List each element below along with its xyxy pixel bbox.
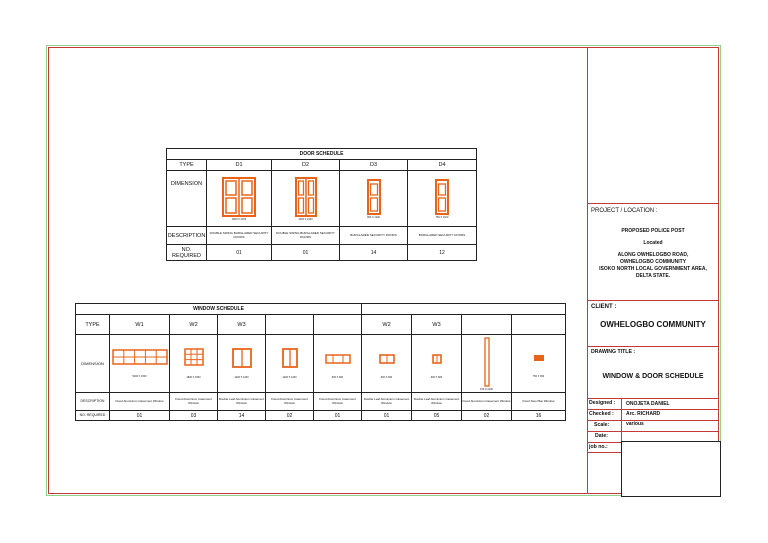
drawing-title: WINDOW & DOOR SCHEDULE	[602, 373, 704, 380]
window-7-description: Double Leaf Aluminium Casement Window	[412, 393, 462, 411]
window-6-description: Double Leaf Aluminium Casement Window	[362, 393, 412, 411]
project-location-label: PROJECT / LOCATION :	[591, 208, 658, 214]
window-type-2: W2	[170, 315, 218, 335]
window-type-label: TYPE	[76, 315, 110, 335]
window-4-required: 02	[266, 411, 314, 421]
window-1-size: 5400 X 1500	[132, 375, 147, 378]
window-w1-icon	[112, 349, 168, 365]
window-8-required: 02	[462, 411, 512, 421]
address-line-1: ALONG OWHELOGBO ROAD,	[617, 252, 689, 258]
window-2-cell	[170, 335, 218, 393]
door-type-d2: D2	[272, 160, 340, 171]
window-type-6: W2	[362, 315, 412, 335]
window-schedule-title: WINDOW SCHEDULE	[76, 304, 362, 315]
window-8-size: 150 X 2100	[480, 387, 493, 391]
door-schedule-title: DOOR SCHEDULE	[167, 149, 477, 160]
window-type-5	[314, 315, 362, 335]
door-d4-size: 750 X 2100	[435, 215, 449, 219]
window-6-cell	[362, 335, 412, 393]
window-3-description: Double Leaf Aluminium Casement Window	[218, 393, 266, 411]
window-type-3: W3	[218, 315, 266, 335]
job-no-label: job no.:	[589, 444, 608, 450]
checked-label: Checked :	[589, 411, 614, 417]
door-d1-description: DOUBLE SWING BURGLARED SECURITY DOORS	[207, 227, 272, 245]
window-7-cell	[412, 335, 462, 393]
window-5-size: 600 X 600	[331, 376, 344, 379]
date-label: Date:	[595, 433, 608, 439]
door-d2-description: DOUBLE SWING BURGLARED SECURITY DOORS	[272, 227, 340, 245]
project-located: Located	[643, 240, 663, 246]
window-required-label: NO. REQUIRED	[76, 411, 110, 421]
window-9-required: 16	[512, 411, 566, 421]
window-2-size: 1800 X 1500	[186, 376, 201, 379]
project-name: PROPOSED POLICE POST	[621, 228, 685, 234]
window-6-size: 600 X 600	[380, 376, 393, 379]
window-icon	[379, 354, 395, 364]
door-d2-required: 01	[272, 245, 340, 261]
window-7-size: 600 X 600	[430, 376, 443, 379]
window-9-cell	[512, 335, 566, 393]
window-type-9	[512, 315, 566, 335]
window-4-cell	[266, 335, 314, 393]
door-d2-size: 1200 X 2100	[298, 217, 313, 221]
door-d3-description: BURGLARED SECURITY DOORS	[340, 227, 408, 245]
window-3-size: 1200 X 1200	[234, 376, 249, 379]
window-type-8	[462, 315, 512, 335]
window-type-1: W1	[110, 315, 170, 335]
door-d1-cell	[207, 171, 272, 227]
scale-value: various	[626, 421, 644, 427]
single-door-icon	[367, 179, 381, 215]
window-w3-icon	[232, 348, 252, 368]
door-dimension-label: DIMENSION	[167, 171, 207, 227]
window-schedule-table	[75, 303, 566, 421]
door-type-d1: D1	[207, 160, 272, 171]
window-type-4	[266, 315, 314, 335]
window-icon	[325, 354, 351, 364]
door-d2-cell	[272, 171, 340, 227]
double-door-icon	[222, 177, 256, 217]
window-type-7: W3	[412, 315, 462, 335]
window-icon	[282, 348, 298, 368]
door-d1-size: 1800 X 2100	[231, 217, 247, 221]
window-dimension-label: DIMENSION	[76, 335, 110, 393]
window-2-required: 03	[170, 411, 218, 421]
single-door-icon	[435, 179, 449, 215]
checked-value: Arc. RICHARD	[626, 411, 661, 417]
client-label: CLIENT :	[591, 304, 617, 310]
window-5-description: Fixed Aluminium Casement Window	[314, 393, 362, 411]
window-icon	[432, 354, 442, 364]
window-1-description: Fixed Aluminium Casement Window	[110, 393, 170, 411]
window-w2-icon	[184, 348, 204, 366]
door-type-d4: D4	[408, 160, 477, 171]
window-2-description: Fixed Aluminium Casement Window	[170, 393, 218, 411]
window-6-required: 01	[362, 411, 412, 421]
door-type-d3: D3	[340, 160, 408, 171]
door-d3-size: 900 X 2100	[367, 215, 380, 219]
window-9-size: 750 X 450	[532, 375, 545, 378]
window-8-cell	[462, 335, 512, 393]
designed-value: ONOJETA DANIEL	[626, 401, 670, 407]
window-3-required: 14	[218, 411, 266, 421]
window-5-cell	[314, 335, 362, 393]
address-line-3: ISOKO NORTH LOCAL GOVERNMENT AREA,	[599, 266, 707, 272]
door-description-label: DESCRIPTION	[167, 227, 207, 245]
window-8-description: Fixed Aluminium Casement Window	[462, 393, 512, 411]
window-7-required: 05	[412, 411, 462, 421]
door-type-label: TYPE	[167, 160, 207, 171]
client-name: OWHELOGBO COMMUNITY	[600, 320, 706, 329]
window-1-cell	[110, 335, 170, 393]
door-d4-required: 12	[408, 245, 477, 261]
double-door-icon	[295, 177, 317, 217]
address-line-4: DELTA STATE.	[635, 273, 671, 279]
window-4-size: 1200 X 1200	[282, 376, 297, 379]
designed-label: Designed :	[589, 400, 616, 406]
door-d3-cell	[340, 171, 408, 227]
door-d3-required: 14	[340, 245, 408, 261]
drawing-title-label: DRAWING TITLE :	[591, 349, 636, 355]
window-5-required: 01	[314, 411, 362, 421]
door-d4-cell	[408, 171, 477, 227]
address-line-2: OWHELOGBO COMMUNITY	[619, 259, 687, 265]
signature-box	[621, 441, 721, 497]
window-1-required: 01	[110, 411, 170, 421]
door-required-label: NO. REQUIRED	[167, 245, 207, 261]
door-d4-description: BURGLARED SECURITY DOORS	[408, 227, 477, 245]
window-4-description: Fixed Aluminium Casement Window	[266, 393, 314, 411]
window-icon	[484, 337, 490, 387]
window-icon	[534, 355, 544, 361]
window-3-cell	[218, 335, 266, 393]
door-schedule-table	[166, 148, 477, 261]
window-9-description: Fixed Steel Bar Window	[512, 393, 566, 411]
door-d1-required: 01	[207, 245, 272, 261]
scale-label: Scale:	[594, 422, 610, 428]
window-description-label: DESCRIPTION	[76, 393, 110, 411]
